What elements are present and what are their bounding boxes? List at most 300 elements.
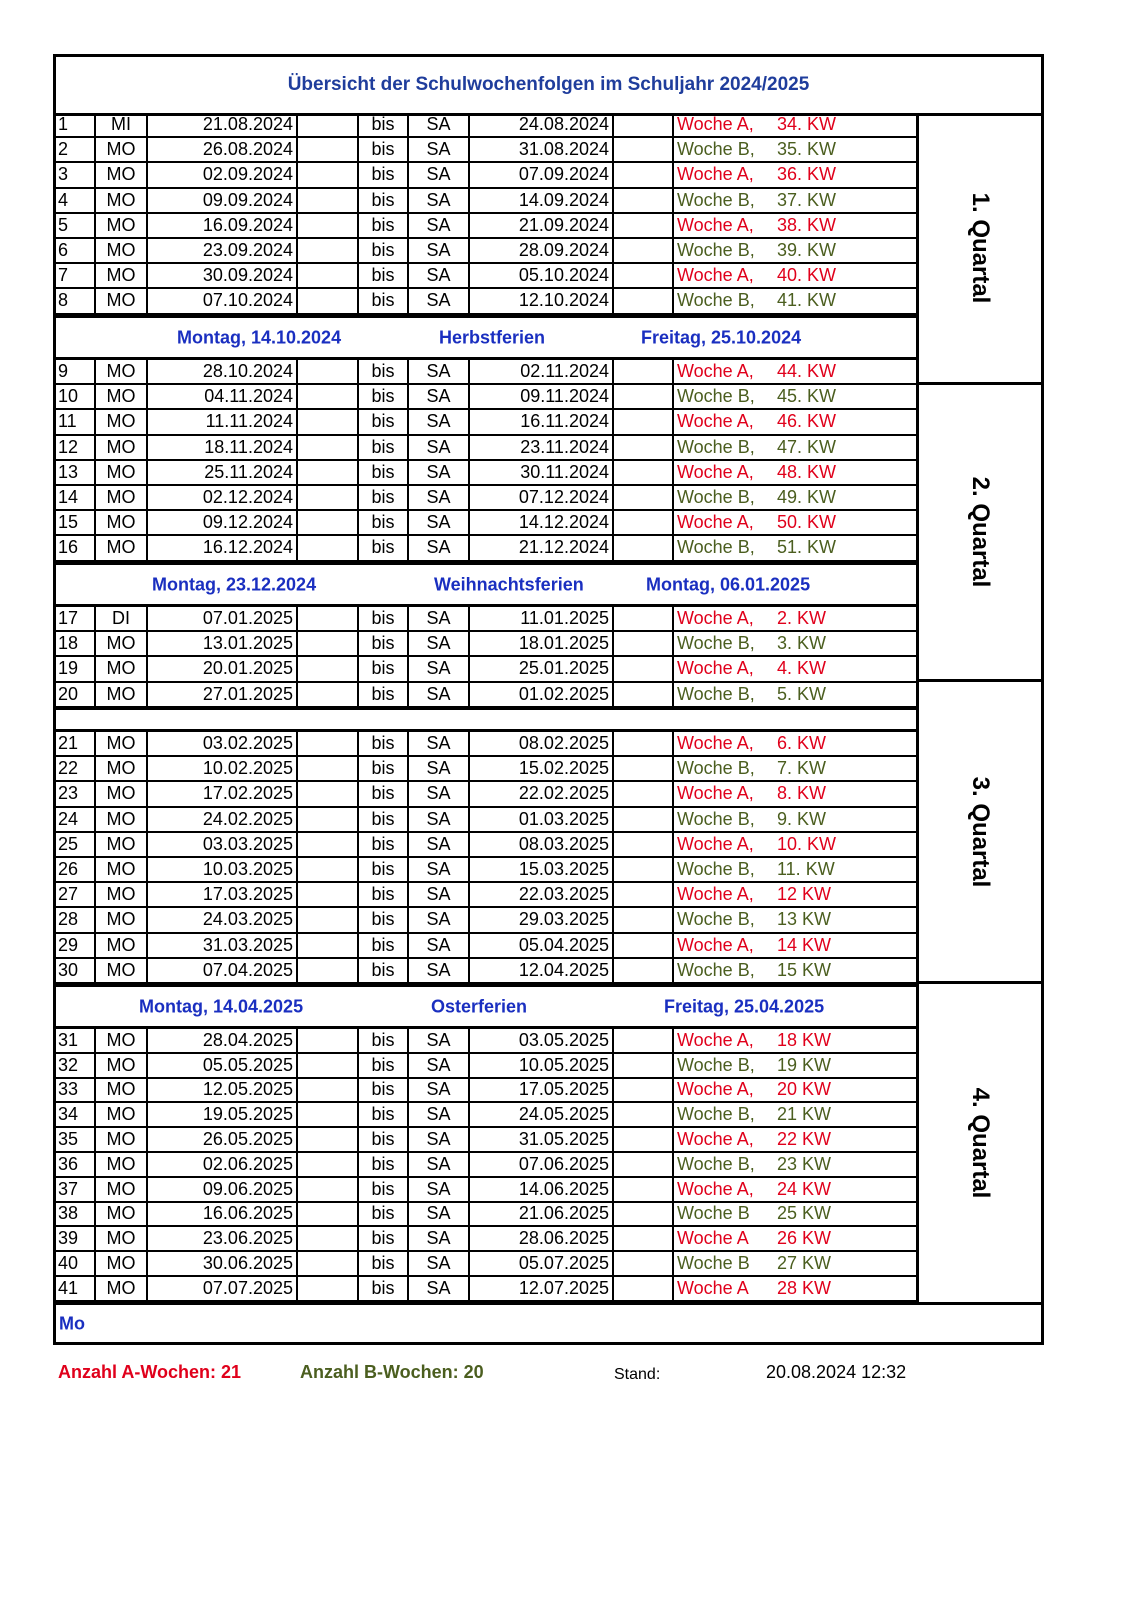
week-end-day: SA xyxy=(409,1277,470,1300)
table-row xyxy=(56,214,916,239)
bis-label: bis xyxy=(359,360,409,383)
calendar-week: 26 KW xyxy=(777,1228,832,1249)
empty-cell xyxy=(614,1153,674,1176)
empty-cell xyxy=(298,536,359,559)
week-start-date: 10.02.2025 xyxy=(148,757,298,780)
empty-cell xyxy=(298,858,359,881)
empty-cell xyxy=(298,1178,359,1201)
week-type-label: Woche A, xyxy=(677,658,754,679)
week-number: 25 xyxy=(56,833,96,856)
week-start-date: 07.07.2025 xyxy=(148,1277,298,1300)
week-type-label: Woche A, xyxy=(677,1079,754,1100)
week-type-label: Woche A, xyxy=(677,411,754,432)
week-type-label: Woche B, xyxy=(677,758,755,779)
week-start-date: 31.03.2025 xyxy=(148,934,298,957)
week-number: 26 xyxy=(56,858,96,881)
week-type-cell xyxy=(674,934,916,957)
week-start-date: 23.06.2025 xyxy=(148,1227,298,1250)
week-start-date: 28.04.2025 xyxy=(148,1029,298,1052)
bis-label: bis xyxy=(359,732,409,755)
bottom-note-row xyxy=(56,1302,1041,1342)
week-start-day: MO xyxy=(96,289,148,312)
week-start-day: MO xyxy=(96,683,148,706)
week-end-day: SA xyxy=(409,1153,470,1176)
week-start-day: MO xyxy=(96,1153,148,1176)
holiday-start: Montag, 14.10.2024 xyxy=(177,327,342,347)
table-row xyxy=(56,163,916,188)
calendar-week: 45. KW xyxy=(777,386,837,407)
week-type-cell xyxy=(674,808,916,831)
bis-label: bis xyxy=(359,757,409,780)
week-start-day: DI xyxy=(96,607,148,630)
week-start-date: 07.10.2024 xyxy=(148,289,298,312)
empty-cell xyxy=(614,1029,674,1052)
week-type-label: Woche A xyxy=(677,1228,749,1249)
calendar-week: 3. KW xyxy=(777,633,827,654)
calendar-week: 46. KW xyxy=(777,411,837,432)
empty-cell xyxy=(298,436,359,459)
empty-cell xyxy=(298,360,359,383)
bis-label: bis xyxy=(359,1252,409,1275)
week-start-day: MO xyxy=(96,436,148,459)
empty-cell xyxy=(614,732,674,755)
week-start-day: MO xyxy=(96,214,148,237)
week-start-day: MO xyxy=(96,883,148,906)
week-type-cell xyxy=(674,436,916,459)
week-end-day: SA xyxy=(409,289,470,312)
holiday-start: Montag, 23.12.2024 xyxy=(152,574,317,594)
bis-label: bis xyxy=(359,1103,409,1126)
week-start-day: MO xyxy=(96,264,148,287)
week-end-day: SA xyxy=(409,214,470,237)
week-end-date: 31.05.2025 xyxy=(470,1128,614,1151)
week-type-label: Woche A, xyxy=(677,214,754,235)
empty-cell xyxy=(298,607,359,630)
table-row xyxy=(56,732,916,757)
empty-cell xyxy=(614,683,674,706)
empty-cell xyxy=(614,1128,674,1151)
week-end-date: 21.06.2025 xyxy=(470,1203,614,1226)
week-type-label: Woche A, xyxy=(677,114,754,135)
week-rows xyxy=(56,57,1041,1342)
bis-label: bis xyxy=(359,934,409,957)
calendar-week: 2. KW xyxy=(777,608,827,629)
quarter-block xyxy=(916,984,1041,1302)
table-row xyxy=(56,461,916,486)
week-number: 19 xyxy=(56,657,96,680)
holiday-name: Weihnachtsferien xyxy=(434,574,584,594)
week-type-label: Woche A, xyxy=(677,1129,754,1150)
bis-label: bis xyxy=(359,1178,409,1201)
calendar-week: 6. KW xyxy=(777,733,827,754)
empty-cell xyxy=(614,1227,674,1250)
week-start-date: 30.06.2025 xyxy=(148,1252,298,1275)
bis-label: bis xyxy=(359,1079,409,1102)
week-end-date: 16.11.2024 xyxy=(470,410,614,433)
week-type-label: Woche B xyxy=(677,1203,750,1224)
week-number: 3 xyxy=(56,163,96,186)
bis-label: bis xyxy=(359,486,409,509)
stand-date: 20.08.2024 12:32 xyxy=(766,1362,907,1382)
week-start-date: 12.05.2025 xyxy=(148,1079,298,1102)
table-row xyxy=(56,113,916,138)
calendar-week: 40. KW xyxy=(777,265,837,286)
week-number: 5 xyxy=(56,214,96,237)
week-start-day: MO xyxy=(96,782,148,805)
calendar-week: 14 KW xyxy=(777,934,832,955)
calendar-week: 44. KW xyxy=(777,361,837,382)
table-row xyxy=(56,1128,916,1153)
table-row xyxy=(56,959,916,984)
calendar-week: 49. KW xyxy=(777,487,837,508)
week-type-label: Woche A, xyxy=(677,265,754,286)
week-start-date: 09.06.2025 xyxy=(148,1178,298,1201)
calendar-week: 38. KW xyxy=(777,214,837,235)
week-number: 10 xyxy=(56,385,96,408)
week-start-date: 18.11.2024 xyxy=(148,436,298,459)
calendar-week: 34. KW xyxy=(777,114,837,135)
week-type-label: Woche A, xyxy=(677,608,754,629)
bis-label: bis xyxy=(359,959,409,982)
empty-cell xyxy=(298,1153,359,1176)
bottom-note: Mo xyxy=(59,1313,85,1333)
week-type-cell xyxy=(674,536,916,559)
week-start-date: 02.09.2024 xyxy=(148,163,298,186)
week-type-label: Woche B, xyxy=(677,436,755,457)
week-start-date: 09.12.2024 xyxy=(148,511,298,534)
week-type-cell xyxy=(674,1079,916,1102)
week-end-date: 12.10.2024 xyxy=(470,289,614,312)
week-end-date: 03.05.2025 xyxy=(470,1029,614,1052)
bis-label: bis xyxy=(359,683,409,706)
week-number: 38 xyxy=(56,1203,96,1226)
week-type-label: Woche B, xyxy=(677,240,755,261)
week-start-day: MO xyxy=(96,858,148,881)
week-start-day: MO xyxy=(96,138,148,161)
week-start-day: MO xyxy=(96,657,148,680)
week-end-day: SA xyxy=(409,858,470,881)
week-start-date: 16.12.2024 xyxy=(148,536,298,559)
week-end-date: 07.09.2024 xyxy=(470,163,614,186)
week-end-day: SA xyxy=(409,189,470,212)
table-row xyxy=(56,883,916,908)
empty-cell xyxy=(614,657,674,680)
calendar-week: 41. KW xyxy=(777,290,837,311)
calendar-week: 18 KW xyxy=(777,1029,832,1050)
bis-label: bis xyxy=(359,1128,409,1151)
empty-cell xyxy=(298,511,359,534)
week-end-day: SA xyxy=(409,1178,470,1201)
table-row xyxy=(56,486,916,511)
week-end-date: 14.12.2024 xyxy=(470,511,614,534)
empty-cell xyxy=(298,1103,359,1126)
week-end-day: SA xyxy=(409,1128,470,1151)
week-start-date: 11.11.2024 xyxy=(148,410,298,433)
week-type-cell xyxy=(674,113,916,136)
empty-cell xyxy=(614,1277,674,1300)
week-start-date: 20.01.2025 xyxy=(148,657,298,680)
week-end-day: SA xyxy=(409,1203,470,1226)
week-start-date: 13.01.2025 xyxy=(148,632,298,655)
schedule-table xyxy=(53,54,1044,1345)
bis-label: bis xyxy=(359,1203,409,1226)
empty-cell xyxy=(614,289,674,312)
table-row xyxy=(56,536,916,561)
calendar-week: 37. KW xyxy=(777,189,837,210)
calendar-week: 48. KW xyxy=(777,461,837,482)
week-end-day: SA xyxy=(409,1079,470,1102)
empty-cell xyxy=(614,757,674,780)
week-end-date: 22.02.2025 xyxy=(470,782,614,805)
week-start-day: MO xyxy=(96,239,148,262)
empty-cell xyxy=(298,289,359,312)
week-end-day: SA xyxy=(409,436,470,459)
bis-label: bis xyxy=(359,1153,409,1176)
week-end-date: 05.07.2025 xyxy=(470,1252,614,1275)
empty-cell xyxy=(298,1227,359,1250)
week-end-day: SA xyxy=(409,1054,470,1077)
table-row xyxy=(56,1227,916,1252)
empty-cell xyxy=(614,1178,674,1201)
week-start-date: 05.05.2025 xyxy=(148,1054,298,1077)
week-type-cell xyxy=(674,683,916,706)
table-row xyxy=(56,360,916,385)
week-number: 37 xyxy=(56,1178,96,1201)
week-end-date: 17.05.2025 xyxy=(470,1079,614,1102)
week-start-date: 28.10.2024 xyxy=(148,360,298,383)
week-type-cell xyxy=(674,1277,916,1300)
week-number: 20 xyxy=(56,683,96,706)
week-start-day: MO xyxy=(96,757,148,780)
week-end-date: 18.01.2025 xyxy=(470,632,614,655)
quarter-block xyxy=(916,385,1041,682)
empty-cell xyxy=(614,189,674,212)
holiday-end: Freitag, 25.10.2024 xyxy=(641,327,802,347)
bis-label: bis xyxy=(359,858,409,881)
empty-cell xyxy=(614,782,674,805)
week-type-label: Woche B, xyxy=(677,1054,755,1075)
calendar-week: 24 KW xyxy=(777,1178,832,1199)
week-start-date: 16.06.2025 xyxy=(148,1203,298,1226)
week-type-cell xyxy=(674,1153,916,1176)
calendar-week: 50. KW xyxy=(777,512,837,533)
week-end-day: SA xyxy=(409,1103,470,1126)
empty-cell xyxy=(298,461,359,484)
week-start-date: 27.01.2025 xyxy=(148,683,298,706)
week-start-day: MO xyxy=(96,1029,148,1052)
week-end-date: 14.06.2025 xyxy=(470,1178,614,1201)
table-row xyxy=(56,385,916,410)
week-end-date: 01.02.2025 xyxy=(470,683,614,706)
table-row xyxy=(56,908,916,933)
calendar-week: 47. KW xyxy=(777,436,837,457)
week-type-label: Woche B, xyxy=(677,1104,755,1125)
week-end-day: SA xyxy=(409,163,470,186)
calendar-week: 39. KW xyxy=(777,240,837,261)
empty-cell xyxy=(298,1054,359,1077)
table-row xyxy=(56,808,916,833)
week-start-date: 02.06.2025 xyxy=(148,1153,298,1176)
empty-cell xyxy=(298,959,359,982)
table-row xyxy=(56,511,916,536)
empty-cell xyxy=(298,1128,359,1151)
week-end-date: 25.01.2025 xyxy=(470,657,614,680)
week-start-date: 24.02.2025 xyxy=(148,808,298,831)
bis-label: bis xyxy=(359,1277,409,1300)
empty-cell xyxy=(614,1079,674,1102)
bis-label: bis xyxy=(359,138,409,161)
quarter-label: 4. Quartal xyxy=(967,1087,994,1199)
week-number: 4 xyxy=(56,189,96,212)
week-end-day: SA xyxy=(409,1252,470,1275)
bis-label: bis xyxy=(359,511,409,534)
week-type-label: Woche B, xyxy=(677,683,755,704)
week-start-date: 16.09.2024 xyxy=(148,214,298,237)
empty-cell xyxy=(298,1203,359,1226)
week-type-cell xyxy=(674,757,916,780)
empty-cell xyxy=(298,683,359,706)
week-start-day: MO xyxy=(96,833,148,856)
week-number: 14 xyxy=(56,486,96,509)
empty-cell xyxy=(614,934,674,957)
week-start-day: MO xyxy=(96,1079,148,1102)
week-type-cell xyxy=(674,163,916,186)
calendar-week: 20 KW xyxy=(777,1079,832,1100)
empty-cell xyxy=(298,908,359,931)
bis-label: bis xyxy=(359,264,409,287)
week-start-day: MO xyxy=(96,959,148,982)
week-end-day: SA xyxy=(409,908,470,931)
week-type-cell xyxy=(674,1227,916,1250)
week-type-cell xyxy=(674,289,916,312)
empty-cell xyxy=(614,959,674,982)
empty-cell xyxy=(298,732,359,755)
week-start-date: 04.11.2024 xyxy=(148,385,298,408)
week-number: 16 xyxy=(56,536,96,559)
week-type-cell xyxy=(674,511,916,534)
week-start-date: 03.03.2025 xyxy=(148,833,298,856)
week-number: 11 xyxy=(56,410,96,433)
empty-cell xyxy=(614,360,674,383)
week-start-date: 17.03.2025 xyxy=(148,883,298,906)
footer xyxy=(0,1362,1140,1392)
calendar-week: 21 KW xyxy=(777,1104,832,1125)
table-row xyxy=(56,1277,916,1302)
week-type-label: Woche B, xyxy=(677,909,755,930)
stand-label: Stand: xyxy=(614,1366,661,1383)
week-type-cell xyxy=(674,833,916,856)
week-end-date: 22.03.2025 xyxy=(470,883,614,906)
bis-label: bis xyxy=(359,163,409,186)
week-number: 1 xyxy=(56,113,96,136)
empty-cell xyxy=(614,113,674,136)
bis-label: bis xyxy=(359,410,409,433)
empty-cell xyxy=(614,511,674,534)
empty-cell xyxy=(298,410,359,433)
calendar-week: 13 KW xyxy=(777,909,832,930)
bis-label: bis xyxy=(359,436,409,459)
calendar-week: 51. KW xyxy=(777,537,837,558)
week-type-cell xyxy=(674,1178,916,1201)
week-end-day: SA xyxy=(409,410,470,433)
week-start-day: MO xyxy=(96,360,148,383)
calendar-week: 4. KW xyxy=(777,658,827,679)
week-end-date: 21.12.2024 xyxy=(470,536,614,559)
week-end-day: SA xyxy=(409,1029,470,1052)
table-row xyxy=(56,1178,916,1203)
week-type-cell xyxy=(674,461,916,484)
week-end-date: 15.02.2025 xyxy=(470,757,614,780)
table-row xyxy=(56,239,916,264)
week-end-date: 23.11.2024 xyxy=(470,436,614,459)
table-row xyxy=(56,189,916,214)
holiday-name: Osterferien xyxy=(431,996,528,1016)
week-number: 27 xyxy=(56,883,96,906)
holiday-end: Montag, 06.01.2025 xyxy=(646,574,811,594)
week-number: 17 xyxy=(56,607,96,630)
table-row xyxy=(56,657,916,682)
week-end-day: SA xyxy=(409,113,470,136)
week-start-day: MO xyxy=(96,410,148,433)
week-start-day: MO xyxy=(96,908,148,931)
week-end-date: 28.06.2025 xyxy=(470,1227,614,1250)
week-type-label: Woche B, xyxy=(677,290,755,311)
empty-cell xyxy=(614,436,674,459)
empty-cell xyxy=(614,264,674,287)
bis-label: bis xyxy=(359,385,409,408)
bis-label: bis xyxy=(359,189,409,212)
b-weeks-count: Anzahl B-Wochen: 20 xyxy=(300,1362,484,1382)
week-end-date: 12.07.2025 xyxy=(470,1277,614,1300)
week-type-cell xyxy=(674,385,916,408)
empty-cell xyxy=(298,757,359,780)
table-row xyxy=(56,138,916,163)
calendar-week: 15 KW xyxy=(777,959,832,980)
week-start-day: MO xyxy=(96,511,148,534)
week-end-date: 24.08.2024 xyxy=(470,113,614,136)
week-start-day: MO xyxy=(96,1103,148,1126)
week-end-date: 11.01.2025 xyxy=(470,607,614,630)
week-end-day: SA xyxy=(409,385,470,408)
week-start-day: MO xyxy=(96,1054,148,1077)
page-title: Übersicht der Schulwochenfolgen im Schuljahr 2024/2025 xyxy=(56,57,1041,116)
week-end-day: SA xyxy=(409,934,470,957)
week-number: 28 xyxy=(56,908,96,931)
calendar-week: 8. KW xyxy=(777,783,827,804)
table-row xyxy=(56,436,916,461)
calendar-week: 22 KW xyxy=(777,1129,832,1150)
bis-label: bis xyxy=(359,289,409,312)
week-number: 40 xyxy=(56,1252,96,1275)
week-start-day: MO xyxy=(96,1128,148,1151)
empty-cell xyxy=(614,883,674,906)
empty-cell xyxy=(614,410,674,433)
week-end-date: 21.09.2024 xyxy=(470,214,614,237)
empty-cell xyxy=(614,607,674,630)
empty-cell xyxy=(614,858,674,881)
week-start-day: MO xyxy=(96,934,148,957)
week-end-day: SA xyxy=(409,757,470,780)
week-start-date: 24.03.2025 xyxy=(148,908,298,931)
week-end-day: SA xyxy=(409,833,470,856)
week-start-day: MO xyxy=(96,385,148,408)
quarter-block xyxy=(916,113,1041,385)
week-start-date: 26.08.2024 xyxy=(148,138,298,161)
bis-label: bis xyxy=(359,239,409,262)
week-end-date: 10.05.2025 xyxy=(470,1054,614,1077)
week-start-date: 30.09.2024 xyxy=(148,264,298,287)
week-start-date: 07.01.2025 xyxy=(148,607,298,630)
